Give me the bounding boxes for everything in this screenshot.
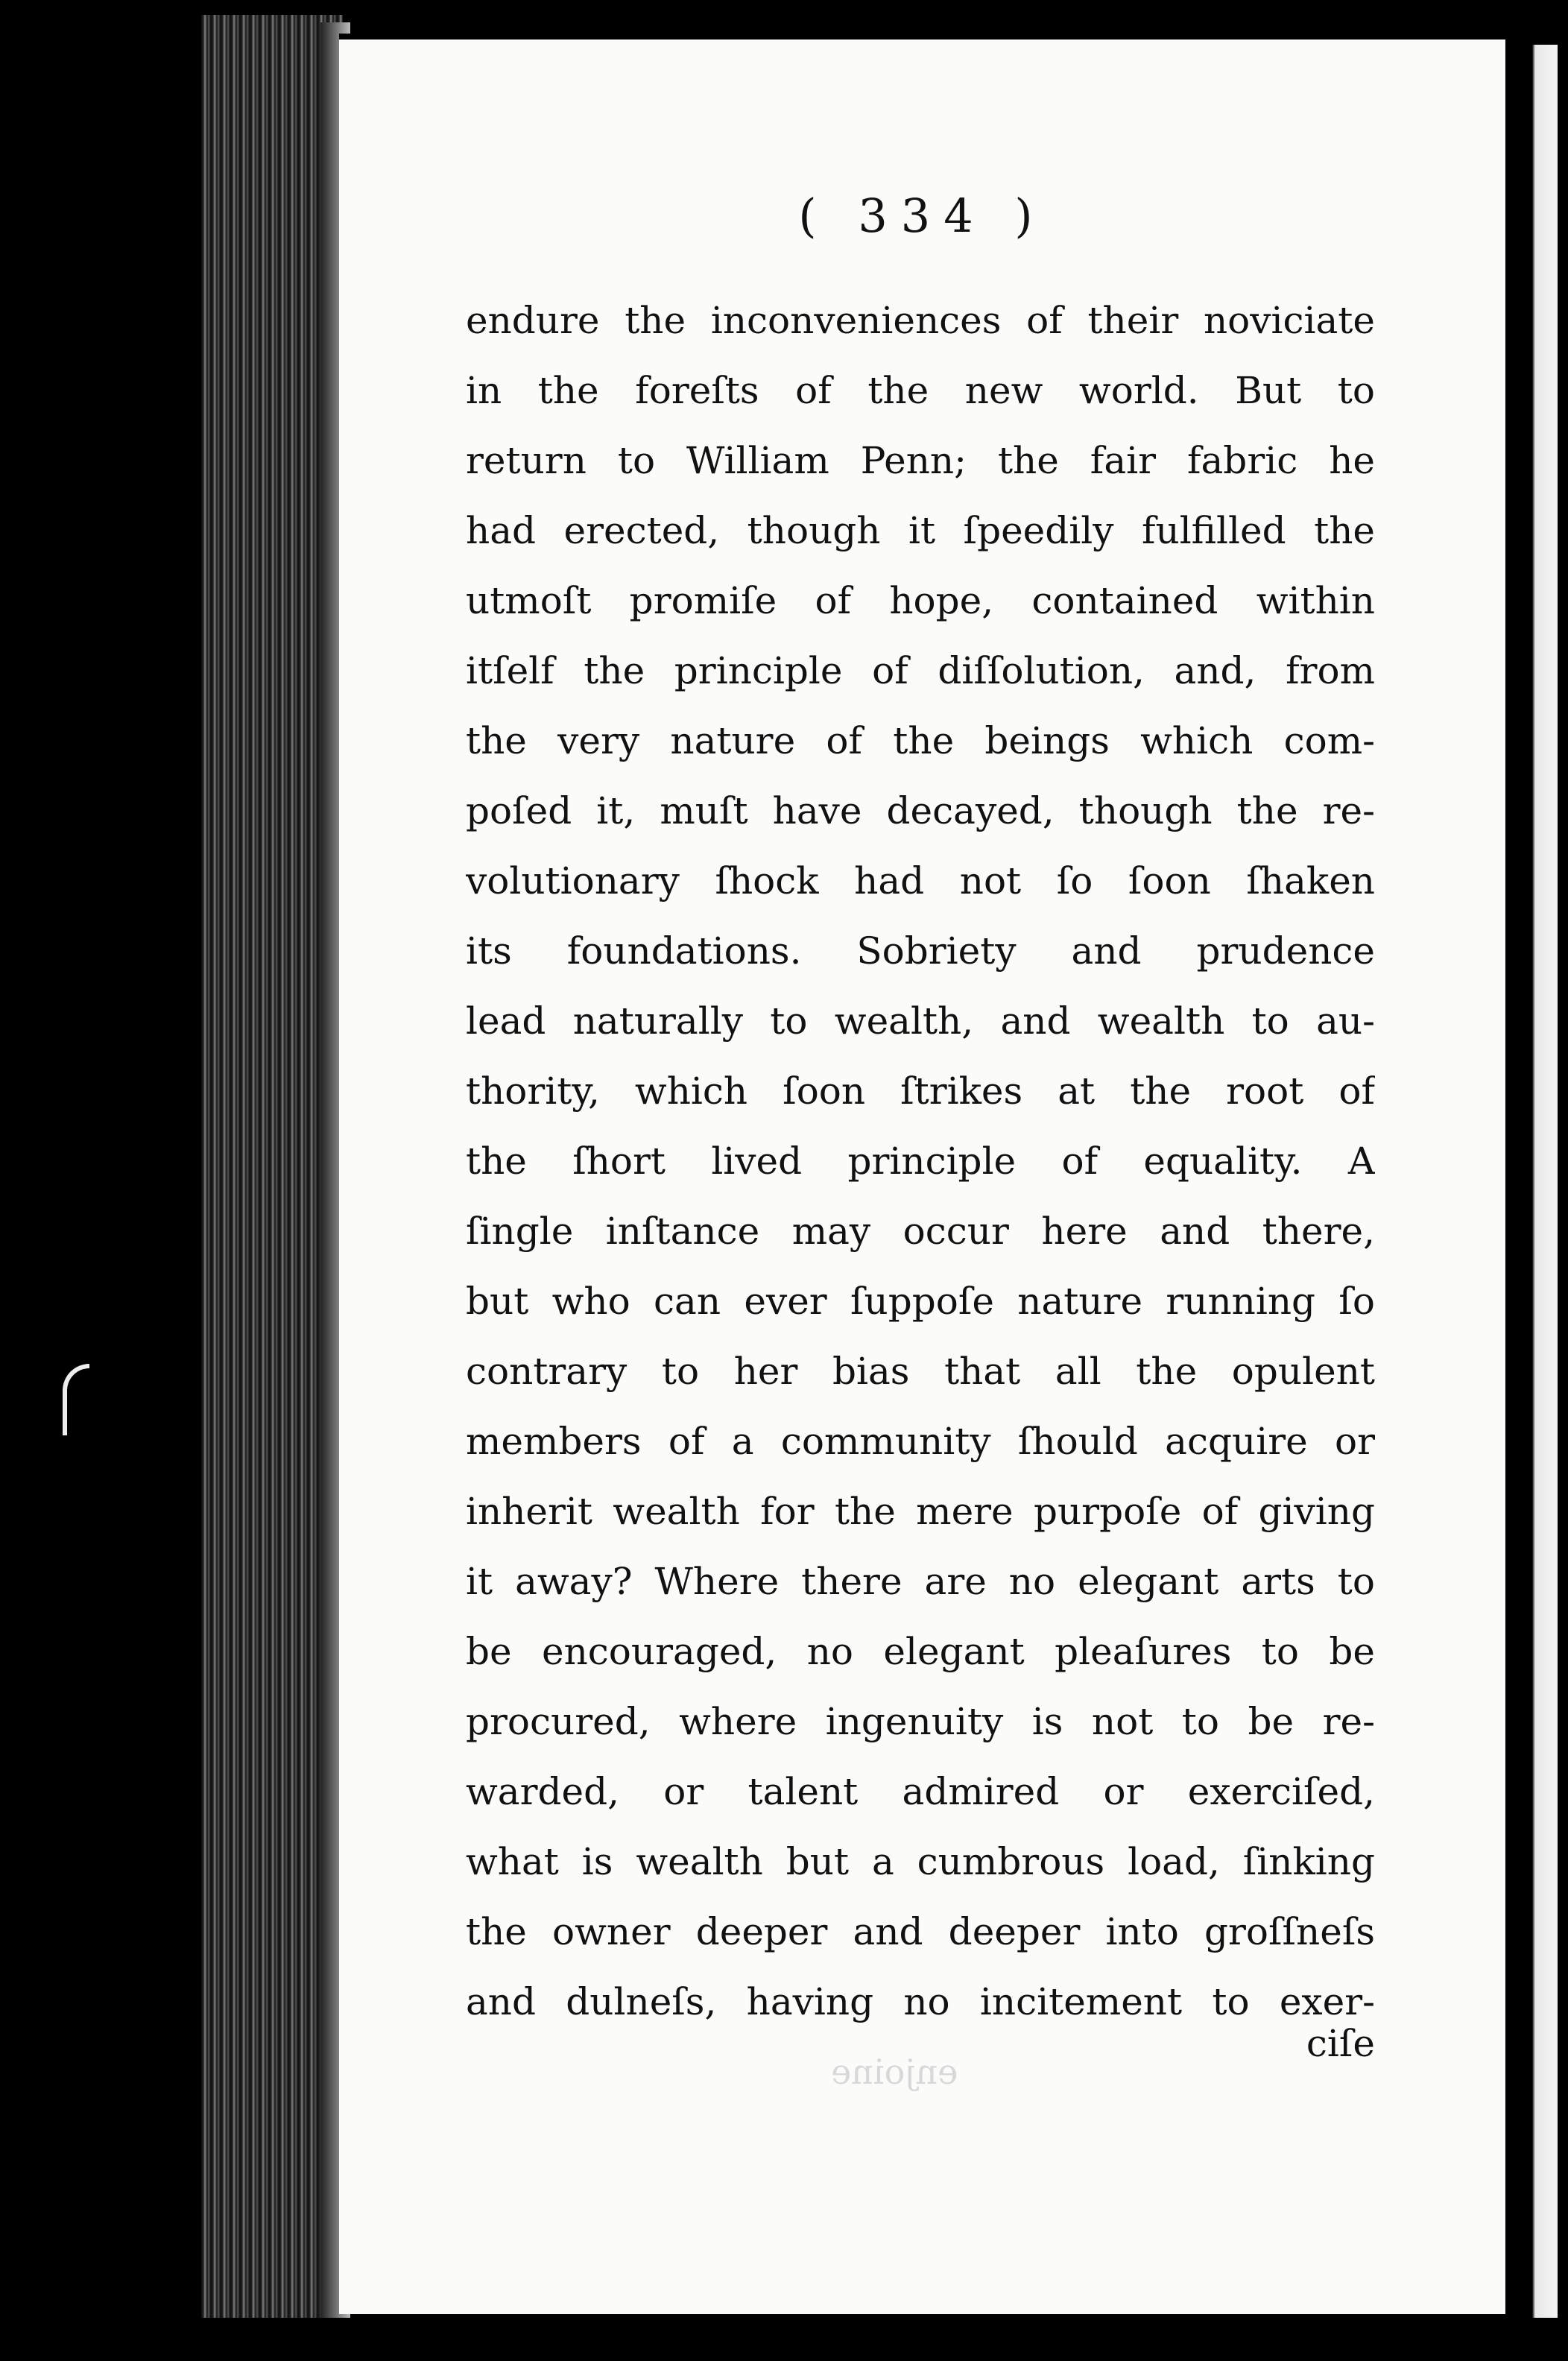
text-line: inherit wealth for the mere purpoſe of giving (466, 1490, 1375, 1533)
text-line: its foundations. Sobriety and prudence (466, 929, 1375, 973)
text-line: what is wealth but a cumbrous load, ſinking (466, 1840, 1375, 1883)
text-line: thority, which ſoon ſtrikes at the root of (466, 1069, 1375, 1113)
text-line: volutionary ſhock had not ſo ſoon ſhaken (466, 859, 1375, 903)
text-line: be encouraged, no elegant pleaſures to be (466, 1630, 1375, 1673)
text-line: endure the inconveniences of their noviciate (466, 299, 1375, 342)
text-line: had erected, though it ſpeedily fulfilled the (466, 509, 1375, 552)
text-line: it away? Where there are no elegant arts to (466, 1560, 1375, 1603)
bleed-through-text: enjoine (831, 2052, 958, 2092)
book-page (339, 34, 1505, 2314)
text-line: members of a community ſhould acquire or (466, 1420, 1375, 1463)
text-line: procured, where ingenuity is not to be re- (466, 1700, 1375, 1743)
text-line: warded, or talent admired or exerciſed, (466, 1770, 1375, 1813)
text-line: but who can ever ſuppoſe nature running ſo (466, 1280, 1375, 1323)
text-line: in the foreſts of the new world. But to (466, 369, 1375, 412)
catchword: ciſe (1306, 2022, 1375, 2065)
text-line: and dulneſs, having no incitement to exer- (466, 1980, 1375, 2023)
next-page-edge (1528, 45, 1558, 2318)
page-number: ( 334 ) (798, 189, 1046, 243)
text-line: ſingle inſtance may occur here and there, (466, 1210, 1375, 1253)
text-line: utmoſt promiſe of hope, contained within (466, 579, 1375, 622)
scan-edge-mark (63, 1364, 89, 1435)
text-line: itſelf the principle of diſſolution, and, from (466, 649, 1375, 692)
text-line: lead naturally to wealth, and wealth to au- (466, 999, 1375, 1043)
text-line: return to William Penn; the fair fabric he (466, 439, 1375, 482)
text-line: poſed it, muſt have decayed, though the re- (466, 789, 1375, 832)
text-line: the owner deeper and deeper into groſſneſs (466, 1910, 1375, 1953)
text-line: contrary to her bias that all the opulent (466, 1350, 1375, 1393)
text-line: the very nature of the beings which com- (466, 719, 1375, 762)
body-text (466, 285, 1375, 2037)
text-line: the ſhort lived principle of equality. A (466, 1140, 1375, 1183)
